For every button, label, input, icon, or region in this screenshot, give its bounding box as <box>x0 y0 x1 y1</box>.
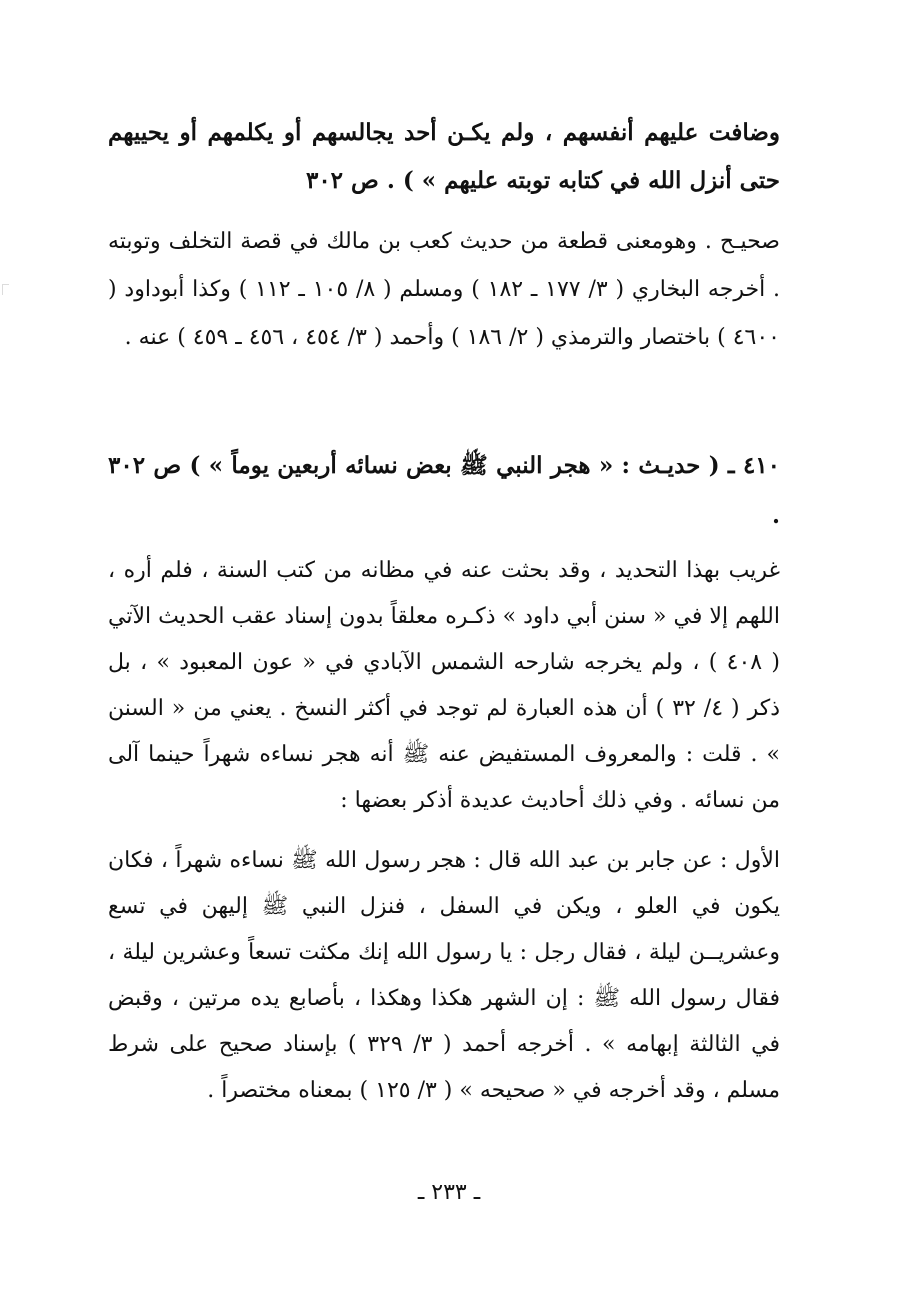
margin-mark <box>2 284 9 295</box>
paragraph-first-hadith: الأول : عن جابر بن عبد الله قال : هجر رسول الله ﷺ نساءه شهراً ، فكان يكون في العلو ، ويكن في السفل ، فنزل النبي ﷺ إليهن في تسع وعشريــن ليلة ، فقال رجل : يا رسول الله إنك مكثت تسعاً وعشرين ليلة ، فقال رسول الله ﷺ : إن الشهر هكذا وهكذا ، بأصابع يده مرتين ، وقبض في الثالثة إبهامه » . أخرجه أحمد ( ٣/ ٣٢٩ ) بإسناد صحيح على شرط مسلم ، وقد أخرجه في « صحيحه » ( ٣/ ١٢٥ ) بمعناه مختصراً . <box>108 848 781 1103</box>
page-number: ـ ٢٣٣ ـ <box>417 1180 481 1205</box>
paragraph-hadith-410: ٤١٠ ـ ( حديـث : « هجر النبي ﷺ بعض نسائه أربعين يوماً » ) ص ٣٠٢ . <box>108 452 780 529</box>
paragraph-takhrij-kaab: صحيـح . وهومعنى قطعة من حديث كعب بن مالك في قصة التخلف وتوبته . أخرجه البخاري ( ٣/ ١٧٧ ـ ١٨٢ ) ومسلم ( ٨/ ١٠٥ ـ ١١٢ ) وكذا أبوداود ( ٤٦٠٠ ) باختصار والترمذي ( ٢/ ١٨٦ ) وأحمد ( ٣/ ٤٥٤ ، ٤٥٦ ـ ٤٥٩ ) عنه . <box>108 229 780 350</box>
paragraph-hadith-ending: وضافت عليهم أنفسهم ، ولم يكـن أحد يجالسهم أو يكلمهم أو يحييهم حتى أنزل الله في كتابه توبته عليهم » ) . ص ٣٠٢ <box>108 119 780 194</box>
paragraph-commentary: غريب بهذا التحديد ، وقد بحثت عنه في مظانه من كتب السنة ، فلم أره ، اللهم إلا في « سنن أبي داود » ذكـره معلقاً بدون إسناد عقب الحديث الآتي ( ٤٠٨ ) ، ولم يخرجه شارحه الشمس الآبادي في « عون المعبود » ، بل ذكر ( ٤/ ٣٢ ) أن هذه العبارة لم توجد في أكثر النسخ . يعني من « السنن » . قلت : والمعروف المستفيض عنه ﷺ أنه هجر نساءه شهراً حينما آلى من نسائه . وفي ذلك أحاديث عديدة أذكر بعضها : <box>108 558 781 813</box>
